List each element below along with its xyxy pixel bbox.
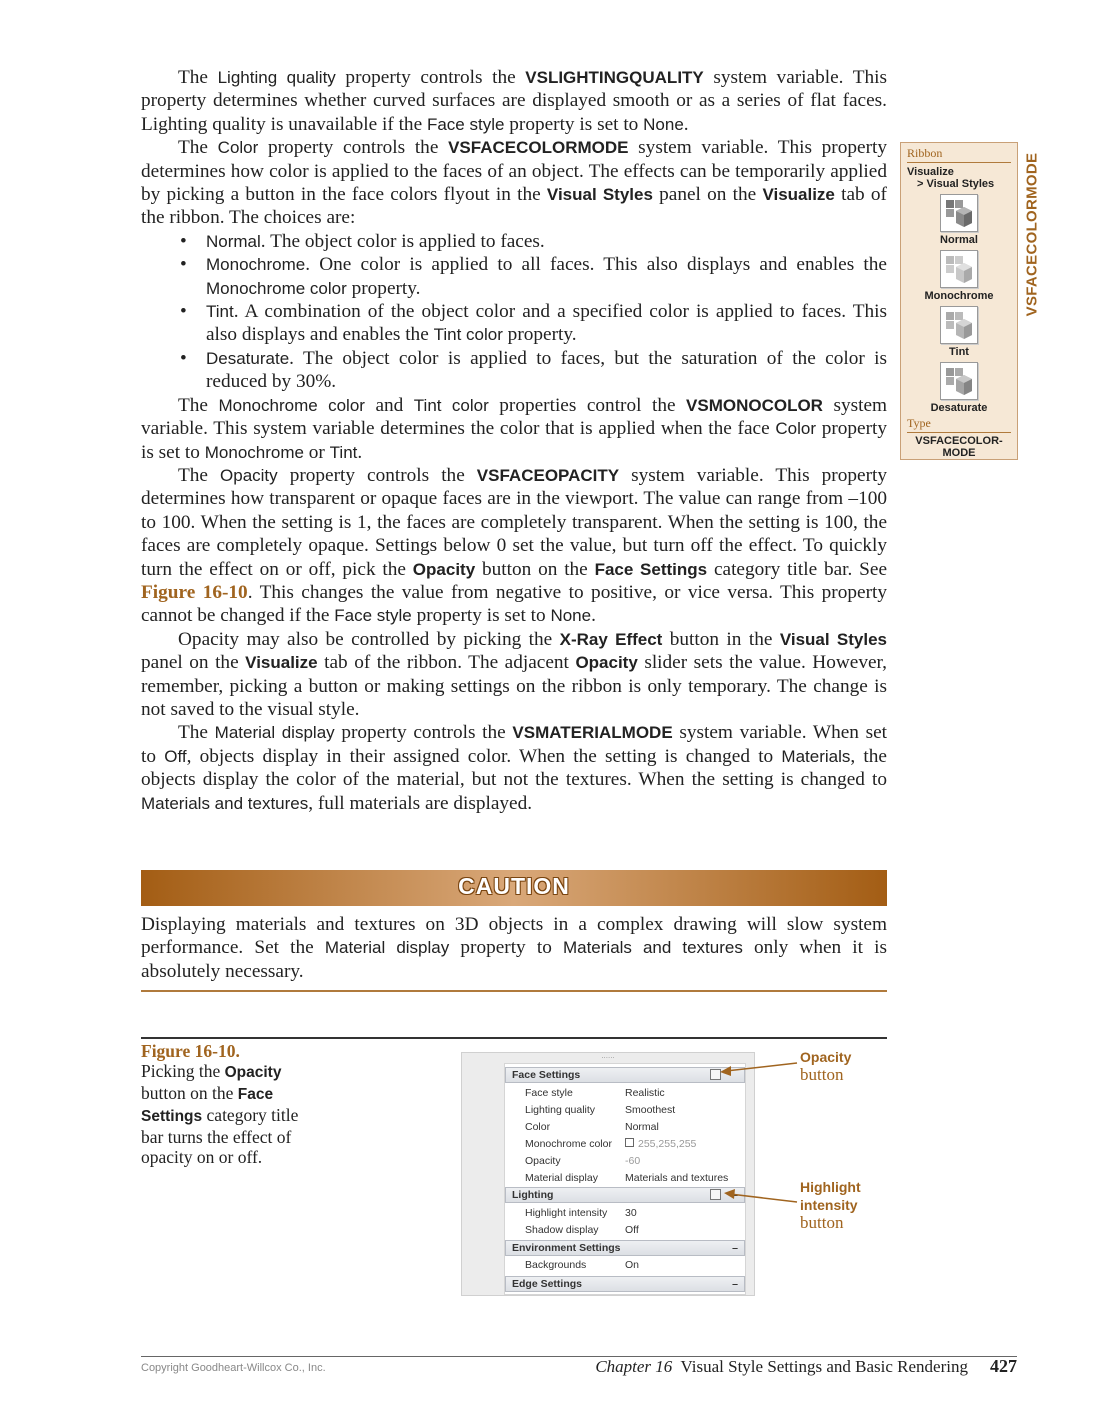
property-row[interactable]: Highlight intensity 30 (525, 1207, 637, 1219)
monochrome-label: Monochrome (924, 290, 994, 302)
property-row[interactable]: Material display Materials and textures (525, 1172, 729, 1184)
paragraph-monochrome-tint: The Monochrome color and Tint color properties control the VSMONOCOLOR system variable. This system variable determines the color that is applied when the face Color property is set to Monochrome or Tint. (141, 394, 888, 463)
list-item: • Normal. The object color is applied to faces. (141, 230, 887, 253)
list-item: • Tint. A combination of the object color and a specified color is applied to faces. This also displays and enables the Tint color property. (141, 300, 887, 347)
list-item: • Desaturate. The object color is applied to faces, but the saturation of the color is reduced by 30%. (141, 347, 887, 394)
property-row[interactable]: Face style Realistic (525, 1087, 665, 1099)
list-item: • Monochrome. One color is applied to all faces. This also displays and enables the Monochrome color property. (141, 253, 887, 300)
property-row[interactable]: Opacity -60 (525, 1155, 641, 1167)
paragraph-xray: Opacity may also be controlled by picking the X-Ray Effect button in the Visual Styles panel on the Visualize tab of the ribbon. The adjacent Opacity slider sets the value. However, remember, picking a button or making settings on the ribbon is only temporary. The change is not saved to the visual style. (141, 628, 887, 720)
paragraph-color: The Color property controls the VSFACECOLORMODE system variable. This property determines how color is applied to the faces of an object. The effects can be temporarily applied by picking a button in the face colors flyout in the Visual Styles panel on the Visualize tab of the ribbon. The choices are: (141, 137, 887, 229)
collapse-icon[interactable]: – (732, 1278, 738, 1290)
property-row[interactable]: Color Normal (525, 1121, 659, 1133)
figure-caption: Figure 16-10. Picking the Opacity button on the Face Settings category title bar turns the effect of opacity on or off. (141, 1041, 301, 1167)
caution-title: CAUTION (458, 873, 570, 899)
type-value-line2: MODE (942, 447, 976, 459)
desaturate-label: Desaturate (930, 402, 988, 414)
caution-text: Displaying materials and textures on 3D objects in a complex drawing will slow system performance. Set the Material display property to Materials and textures only when it is absolutely necessary. (141, 914, 887, 982)
figure-title: Figure 16-10. (141, 1041, 240, 1061)
page-number: 427 (990, 1356, 1017, 1376)
property-row[interactable]: Backgrounds On (525, 1259, 640, 1271)
paragraph-opacity: The Opacity property controls the VSFACEOPACITY system variable. This property determines how transparent or opaque faces are in the viewport. The value can range from –100 to 100. When the setting is 1, the faces are completely transparent. When the setting is 100, the faces are completely opaque. Settings below 0 set the value, but turn off the effect. To quickly turn the effect on or off, pick the Opacity button on the Face Settings category title bar. See Figure 16-10. This changes the value from negative to positive, or vice versa. This property cannot be changed if the Face style property is set to None. (141, 464, 887, 627)
type-value-line1: VSFACECOLOR- (915, 435, 1003, 447)
property-row[interactable]: Lighting quality Smoothest (525, 1104, 676, 1116)
figure-reference-link[interactable]: Figure 16-10 (141, 581, 248, 603)
collapse-icon[interactable]: – (732, 1242, 738, 1254)
edge-settings-category[interactable]: Edge Settings – (505, 1276, 745, 1292)
type-label: Type (907, 416, 1011, 433)
face-settings-category[interactable]: Face Settings (505, 1067, 745, 1083)
color-swatch-value: 255,255,255 (625, 1136, 696, 1152)
chapter-running-head: Chapter 16 Visual Style Settings and Basic Rendering (595, 1357, 968, 1376)
tint-label: Tint (949, 346, 969, 358)
vertical-sidebar-title: VSFACECOLORMODE (1023, 152, 1041, 317)
ribbon-path-panel: > Visual Styles (917, 178, 995, 190)
opacity-callout: Opacity button (800, 1049, 852, 1084)
palette-grip[interactable]: ...... (601, 1051, 615, 1060)
ribbon-path-tab: Visualize (907, 166, 954, 178)
copyright-notice: Copyright Goodheart-Willcox Co., Inc. (141, 1362, 326, 1374)
lighting-category[interactable]: Lighting (505, 1187, 745, 1203)
paragraph-material-display: The Material display property controls the VSMATERIALMODE system variable. When set to Off, objects display in their assigned color. When the setting is changed to Materials, the objects display the color of the material, but not the textures. When the setting is changed to Materials and textures, full materials are displayed. (141, 722, 888, 814)
highlight-intensity-callout: Highlight intensity button (800, 1179, 861, 1232)
environment-settings-category[interactable]: Environment Settings – (505, 1240, 745, 1256)
property-row[interactable]: Shadow display Off (525, 1224, 639, 1236)
normal-label: Normal (940, 234, 978, 246)
property-row[interactable]: Monochrome color 255,255,255 (525, 1138, 697, 1150)
paragraph-lighting-quality: The Lighting quality property controls the VSLIGHTINGQUALITY system variable. This property determines whether curved surfaces are displayed smooth or as a series of flat faces. Lighting quality is unavailable if the Face style property is set to None. (141, 67, 888, 135)
ribbon-label: Ribbon (907, 146, 1011, 163)
